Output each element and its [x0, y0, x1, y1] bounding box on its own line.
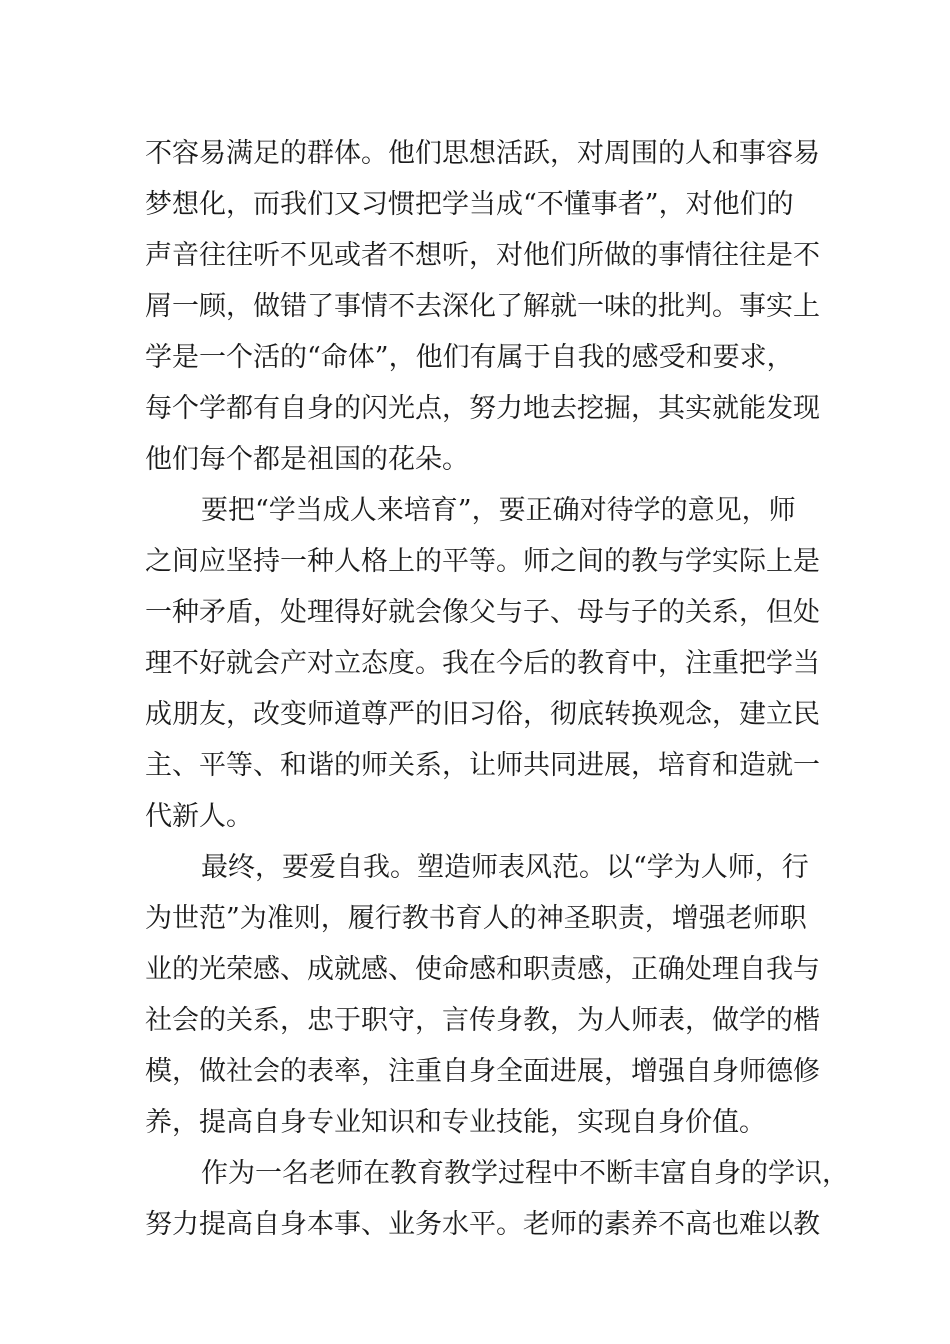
text-line: 主、平等、和谐的师关系，让师共同进展，培育和造就一	[145, 750, 820, 781]
text-line: 不容易满足的群体。他们思想活跃，对周围的人和事容易	[145, 138, 820, 169]
text-line: 社会的关系，忠于职守，言传身教，为人师表，做学的楷	[145, 1005, 820, 1036]
paragraph-first-line: 作为一名老师在教育教学过程中不断丰富自身的学识，	[201, 1158, 849, 1189]
body-text	[145, 128, 849, 1250]
text-line: 梦想化，而我们又习惯把学当成“不懂事者”，对他们的	[145, 189, 794, 220]
text-line: 代新人。	[145, 801, 253, 832]
text-line: 成朋友，改变师道尊严的旧习俗，彻底转换观念，建立民	[145, 699, 820, 730]
text-line: 每个学都有自身的闪光点，努力地去挖掘，其实就能发现	[145, 393, 820, 424]
text-line: 模，做社会的表率，注重自身全面进展，增强自身师德修	[145, 1056, 820, 1087]
text-line: 屑一顾，做错了事情不去深化了解就一味的批判。事实上	[145, 291, 820, 322]
text-line: 理不好就会产对立态度。我在今后的教育中，注重把学当	[145, 648, 820, 679]
text-line: 学是一个活的“命体”，他们有属于自我的感受和要求，	[145, 342, 794, 373]
text-line: 之间应坚持一种人格上的平等。师之间的教与学实际上是	[145, 546, 820, 577]
paragraph-first-line: 要把“学当成人来培育”，要正确对待学的意见，师	[201, 495, 796, 526]
text-line: 他们每个都是祖国的花朵。	[145, 444, 469, 475]
text-line: 一种矛盾，处理得好就会像父与子、母与子的关系，但处	[145, 597, 820, 628]
text-line: 业的光荣感、成就感、使命感和职责感，正确处理自我与	[145, 954, 820, 985]
text-line: 养，提高自身专业知识和专业技能，实现自身价值。	[145, 1107, 766, 1138]
text-line: 声音往往听不见或者不想听，对他们所做的事情往往是不	[145, 240, 820, 271]
text-line: 为世范”为准则，履行教书育人的神圣职责，增强老师职	[145, 903, 807, 934]
text-line: 努力提高自身本事、业务水平。老师的素养不高也难以教	[145, 1209, 820, 1240]
paragraph-first-line: 最终，要爱自我。塑造师表风范。以“学为人师，行	[201, 852, 809, 883]
